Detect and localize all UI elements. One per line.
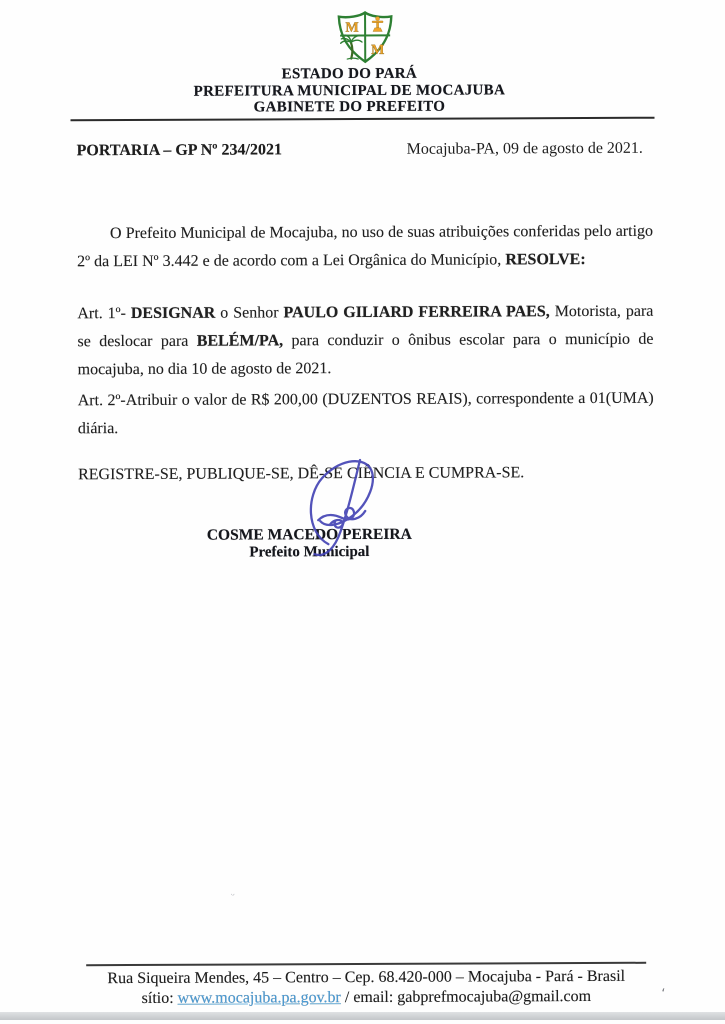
letterhead-office: GABINETE DO PREFEITO [253,98,446,116]
signature-autograph-icon [294,454,394,562]
footer-contact-line [92,988,640,1008]
paragraph-article-1: Art. 1º- DESIGNAR o Senhor PAULO GILIARD FERREIRA PAES, Motorista, para se deslocar para BELÉM/PA, para conduzir o ônibus escolar para o município de mocajuba, no dia 10 de agosto de 2021. [77,302,654,379]
letterhead [38,65,660,117]
closing-formula: REGISTRE-SE, PUBLIQUE-SE, DÊ-SE CIÊNCIA E CUMPRA-SE. [78,464,525,484]
letterhead-municipality: PREFEITURA MUNICIPAL DE MOCAJUBA [193,81,506,100]
document-meta-row [77,140,651,165]
footer-site-label: sítio: [141,989,178,1007]
municipal-coat-of-arms-icon [336,11,394,64]
letterhead-state: ESTADO DO PARÁ [281,65,418,83]
header-divider [71,117,655,122]
scan-artifact: ʻ [661,986,666,1002]
scanner-edge-shadow [0,1012,725,1020]
crest-letter-m-bottom-right-icon: M [371,42,385,58]
crest-letter-m-top-left-icon: M [345,20,359,36]
footer-email-text: / email: gabprefmocajuba@gmail.com [340,988,592,1007]
signatory-title: Prefeito Municipal [249,543,370,561]
paragraph-preamble: O Prefeito Municipal de Mocajuba, no uso de suas atribuições conferidas pelo artigo 2º da LEI Nº 3.442 e de acordo com a Lei Orgânica do Município, RESOLVE: [77,222,654,271]
paragraph-article-2: Art. 2º-Atribuir o valor de R$ 200,00 (DUZENTOS REAIS), correspondente a 01(UMA) diária. [77,389,654,438]
signatory-name: COSME MACEDO PEREIRA [206,525,412,544]
footer-divider [86,962,646,966]
footer-address: Rua Siqueira Mendes, 45 – Centro – Cep. 68.420-000 – Mocajuba - Pará - Brasil [107,967,626,988]
place-and-date: Mocajuba-PA, 09 de agosto de 2021. [406,139,643,158]
footer-site-link[interactable]: www.mocajuba.pa.gov.br [177,989,341,1007]
scan-artifact: ᵕ [230,890,236,902]
portaria-number: PORTARIA – GP Nº 234/2021 [76,141,283,160]
